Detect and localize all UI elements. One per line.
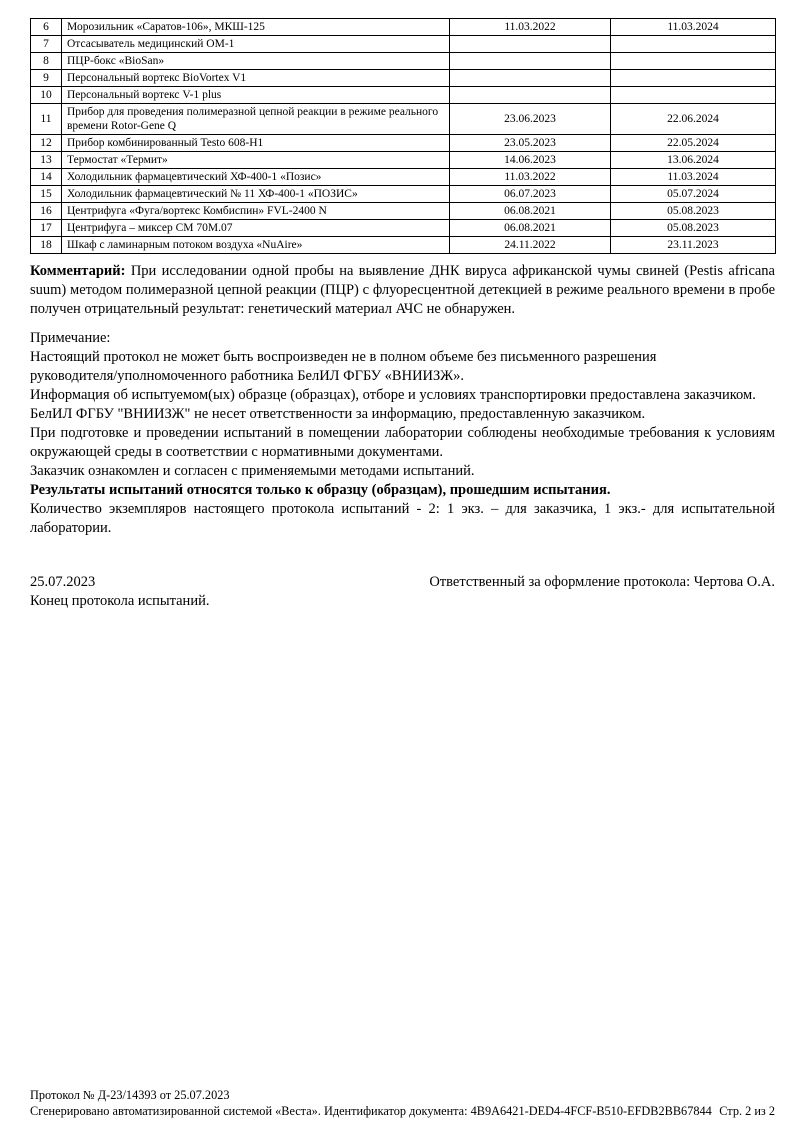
equipment-name-cell: Шкаф с ламинарным потоком воздуха «NuAire» [62,237,450,254]
protocol-date: 25.07.2023 [30,574,96,590]
valid-from-cell: 06.07.2023 [450,186,611,203]
equipment-table-row [31,169,776,186]
equipment-name-cell: Холодильник фармацевтический № 11 ХФ-400-1 «ПОЗИС» [62,186,450,203]
note-line: Заказчик ознакомлен и согласен с применяемыми методами испытаний. [30,463,475,479]
valid-from-cell: 24.11.2022 [450,237,611,254]
equipment-table-row [31,237,776,254]
equipment-table-row [31,203,776,220]
equipment-name-cell: Персональный вортекс V-1 plus [62,87,450,104]
row-number-cell: 18 [31,237,62,254]
valid-to-cell [611,36,776,53]
valid-to-cell [611,53,776,70]
row-number-cell: 7 [31,36,62,53]
row-number-cell: 16 [31,203,62,220]
footer-page-indicator: Стр. 2 из 2 [719,1104,775,1118]
equipment-table-row [31,104,776,135]
valid-from-cell [450,53,611,70]
note-line: руководителя/уполномоченного работника БелИЛ ФГБУ «ВНИИЗЖ». [30,368,464,384]
valid-from-cell: 14.06.2023 [450,152,611,169]
valid-from-cell: 06.08.2021 [450,220,611,237]
comment-text: При исследовании одной пробы на выявление ДНК вируса африканской чумы свиней (Pestis africana suum) методом полимеразной цепной реакции (ПЦР) с флуоресцентной детекцией в режиме реального времени в пробе получен отрицательный результат: генетический материал АЧС не обнаружен. [30,263,775,317]
valid-to-cell: 13.06.2024 [611,152,776,169]
valid-to-cell [611,87,776,104]
note-line: Настоящий протокол не может быть воспроизведен не в полном объеме без письменного разрешения [30,349,657,365]
equipment-name-cell: Персональный вортекс BioVortex V1 [62,70,450,87]
equipment-name-cell: Центрифуга – миксер СМ 70М.07 [62,220,450,237]
note-line: БелИЛ ФГБУ "ВНИИЗЖ" не несет ответственности за информацию, предоставленную заказчиком. [30,406,646,422]
equipment-table-row [31,36,776,53]
notes-lines [30,348,775,538]
page-footer [30,1087,775,1119]
valid-to-cell: 11.03.2024 [611,19,776,36]
valid-to-cell: 11.03.2024 [611,169,776,186]
responsible-person: Ответственный за оформление протокола: Чертова О.А. [429,574,775,590]
equipment-name-cell: Морозильник «Саратов-106», МКШ-125 [62,19,450,36]
valid-from-cell: 11.03.2022 [450,169,611,186]
equipment-table-row [31,70,776,87]
equipment-table-row [31,220,776,237]
footer-protocol-line: Протокол № Д-23/14393 от 25.07.2023 [30,1088,230,1102]
equipment-name-cell: ПЦР-бокс «BioSan» [62,53,450,70]
equipment-name-cell: Центрифуга «Фуга/вортекс Комбиспин» FVL-2400 N [62,203,450,220]
notes-section [30,329,775,538]
equipment-name-cell: Термостат «Термит» [62,152,450,169]
row-number-cell: 12 [31,135,62,152]
notes-label: Примечание: [30,330,111,346]
note-line: Количество экземпляров настоящего протокола испытаний - 2: 1 экз. – для заказчика, 1 экз.- для испытательной лаборатории. [30,501,775,536]
signature-row [30,573,775,592]
note-line: При подготовке и проведении испытаний в помещении лаборатории соблюдены необходимые требования к условиям окружающей среды в соответствии с нормативными документами. [30,425,775,460]
footer-generated-line: Сгенерировано автоматизированной системой «Веста». Идентификатор документа: 4B9A6421-DED4-4FCF-B510-EFDB2BB67844 [30,1104,712,1118]
valid-to-cell: 05.08.2023 [611,203,776,220]
valid-from-cell [450,87,611,104]
row-number-cell: 6 [31,19,62,36]
valid-to-cell: 22.06.2024 [611,104,776,135]
equipment-table-row [31,186,776,203]
valid-from-cell: 23.05.2023 [450,135,611,152]
equipment-table-row [31,152,776,169]
equipment-table-row [31,135,776,152]
valid-to-cell: 05.08.2023 [611,220,776,237]
row-number-cell: 10 [31,87,62,104]
valid-from-cell: 06.08.2021 [450,203,611,220]
comment-label: Комментарий: [30,263,126,279]
equipment-name-cell: Холодильник фармацевтический ХФ-400-1 «Позис» [62,169,450,186]
comment-paragraph [30,262,775,319]
row-number-cell: 9 [31,70,62,87]
equipment-name-cell: Прибор комбинированный Testo 608-H1 [62,135,450,152]
equipment-name-cell: Прибор для проведения полимеразной цепной реакции в режиме реального времени Rotor-Gene Q [62,104,450,135]
note-line: Результаты испытаний относятся только к образцу (образцам), прошедшим испытания. [30,482,611,498]
row-number-cell: 8 [31,53,62,70]
document-content [30,18,775,611]
row-number-cell: 13 [31,152,62,169]
valid-to-cell: 23.11.2023 [611,237,776,254]
valid-from-cell: 11.03.2022 [450,19,611,36]
protocol-closing: Конец протокола испытаний. [30,593,210,609]
valid-from-cell: 23.06.2023 [450,104,611,135]
row-number-cell: 11 [31,104,62,135]
valid-to-cell: 05.07.2024 [611,186,776,203]
equipment-table-row [31,19,776,36]
row-number-cell: 14 [31,169,62,186]
equipment-table-row [31,53,776,70]
valid-from-cell [450,70,611,87]
equipment-table [30,18,776,254]
valid-from-cell [450,36,611,53]
equipment-table-row [31,87,776,104]
valid-to-cell: 22.05.2024 [611,135,776,152]
equipment-name-cell: Отсасыватель медицинский ОМ-1 [62,36,450,53]
note-line: Информация об испытуемом(ых) образце (образцах), отборе и условиях транспортировки предоставлена заказчиком. [30,387,756,403]
valid-to-cell [611,70,776,87]
row-number-cell: 15 [31,186,62,203]
row-number-cell: 17 [31,220,62,237]
